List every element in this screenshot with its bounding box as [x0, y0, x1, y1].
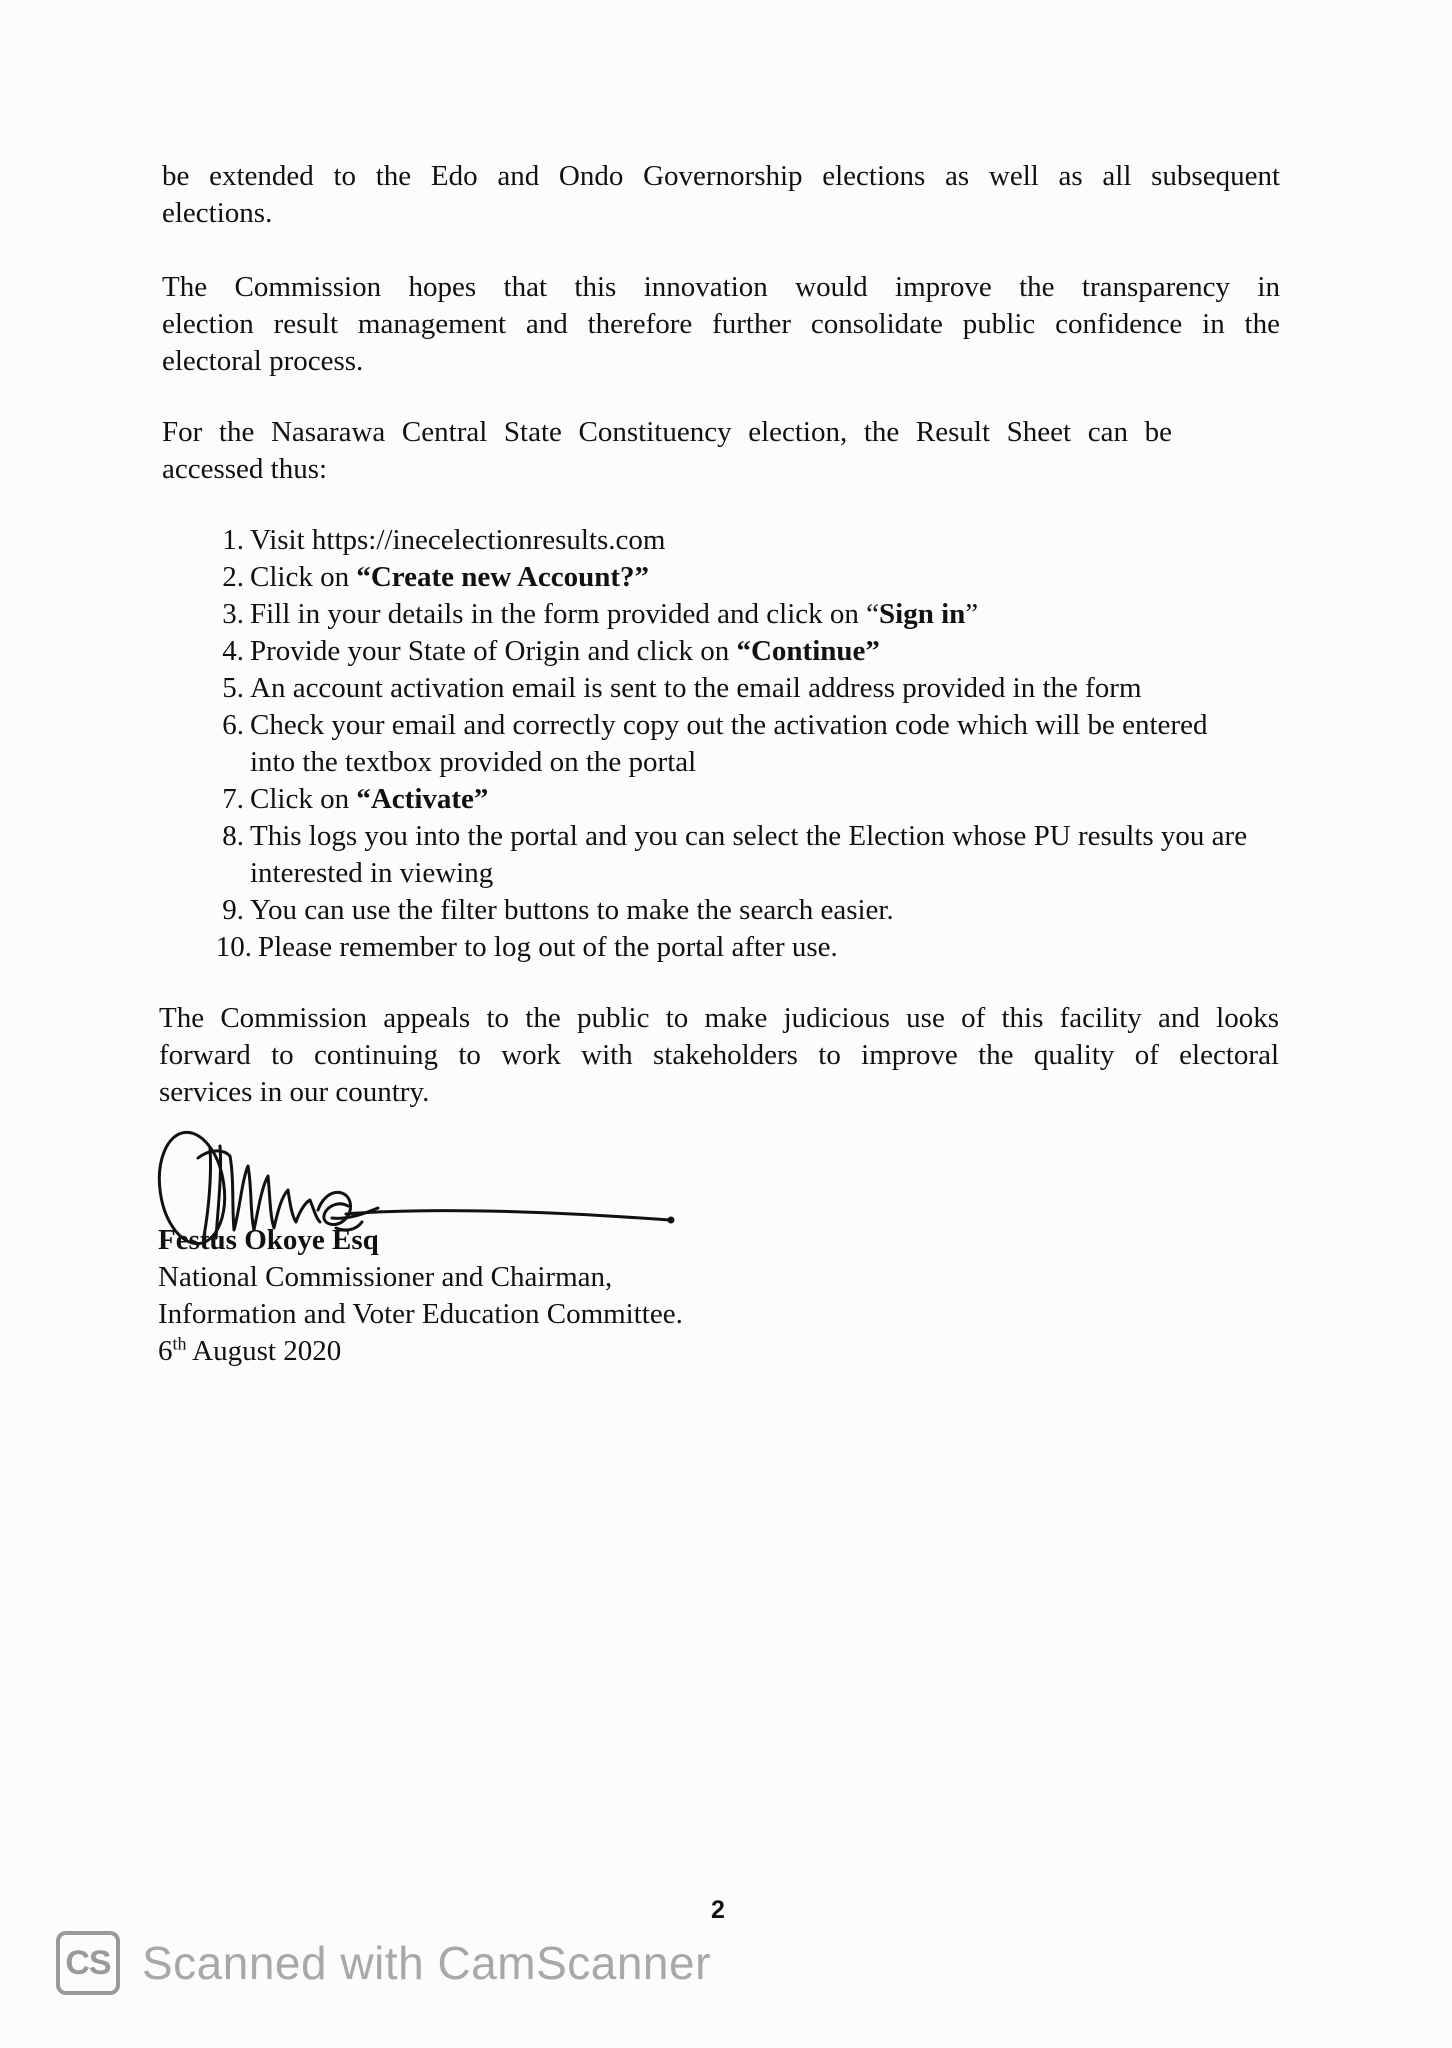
list-item: [215, 929, 1290, 966]
list-item: [222, 559, 1290, 596]
step-number: 1.: [222, 524, 244, 556]
step-text-end: ”: [965, 598, 979, 630]
text-line: elections.: [162, 197, 273, 229]
list-item: [222, 633, 1290, 670]
date-day: 6: [158, 1335, 173, 1367]
page-number: 2: [711, 1896, 725, 1924]
document-date: [158, 1333, 683, 1370]
step-number: 9.: [222, 894, 244, 926]
signature-block: [158, 1222, 683, 1370]
list-item: [222, 596, 1290, 633]
signatory-name: Festus Okoye Esq: [158, 1224, 379, 1256]
text-line: The Commission hopes that this innovation would improve the transparency in: [162, 271, 1280, 303]
step-bold-text: “Activate”: [356, 783, 489, 815]
step-bold-text: “Continue”: [736, 635, 880, 667]
list-item: [222, 818, 1290, 892]
step-number: 6.: [222, 709, 244, 741]
paragraph-appeal: [159, 1000, 1279, 1111]
date-ordinal: th: [172, 1333, 187, 1354]
paragraph-extension: [162, 158, 1280, 232]
step-number: 7.: [222, 783, 244, 815]
text-line: The Commission appeals to the public to make judicious use of this facility and looks: [159, 1002, 1279, 1034]
step-text: Visit https://inecelectionresults.com: [250, 524, 666, 556]
step-number: 8.: [222, 820, 244, 852]
list-item: [222, 781, 1290, 818]
paragraph-transparency: [162, 269, 1280, 380]
text-line: For the Nasarawa Central State Constituency election, the Result Sheet can be: [162, 416, 1172, 448]
text-line: be extended to the Edo and Ondo Governorship elections as well as all subsequent: [162, 160, 1280, 192]
step-number: 10.: [215, 931, 252, 963]
step-number: 5.: [222, 672, 244, 704]
step-text: Please remember to log out of the portal after use.: [258, 931, 838, 963]
camscanner-logo-icon: CS: [56, 1931, 120, 1995]
step-text: You can use the filter buttons to make the search easier.: [250, 894, 894, 926]
list-item: [222, 707, 1290, 781]
step-number: 2.: [222, 561, 244, 593]
signatory-committee: Information and Voter Education Committee.: [158, 1298, 683, 1330]
camscanner-watermark: [56, 1928, 711, 1998]
step-text: Fill in your details in the form provided and click on “: [250, 598, 880, 630]
text-line: election result management and therefore further consolidate public confidence in the: [162, 308, 1280, 340]
signatory-title: National Commissioner and Chairman,: [158, 1261, 613, 1293]
list-item: [222, 892, 1290, 929]
step-text: Check your email and correctly copy out the activation code which will be entered into the textbox provided on the portal: [250, 709, 1208, 778]
list-item: [222, 670, 1290, 707]
paragraph-access-intro: [162, 414, 1172, 488]
text-line: accessed thus:: [162, 453, 328, 485]
date-month-year: August 2020: [186, 1335, 342, 1367]
text-line: forward to continuing to work with stakeholders to improve the quality of electoral: [159, 1039, 1279, 1071]
list-item: [222, 522, 1290, 559]
step-text: Provide your State of Origin and click on: [250, 635, 737, 667]
step-bold-text: “Create new Account?”: [356, 561, 649, 593]
step-text: This logs you into the portal and you can select the Election whose PU results you are interested in viewing: [250, 820, 1248, 889]
step-number: 3.: [222, 598, 244, 630]
step-number: 4.: [222, 635, 244, 667]
step-text: Click on: [250, 561, 357, 593]
text-line: electoral process.: [162, 345, 364, 377]
step-bold-text: Sign in: [879, 598, 966, 630]
step-text: An account activation email is sent to the email address provided in the form: [250, 672, 1142, 704]
watermark-text: Scanned with CamScanner: [142, 1937, 711, 1989]
text-line: services in our country.: [159, 1076, 430, 1108]
steps-list: [215, 522, 1290, 966]
step-text: Click on: [250, 783, 357, 815]
